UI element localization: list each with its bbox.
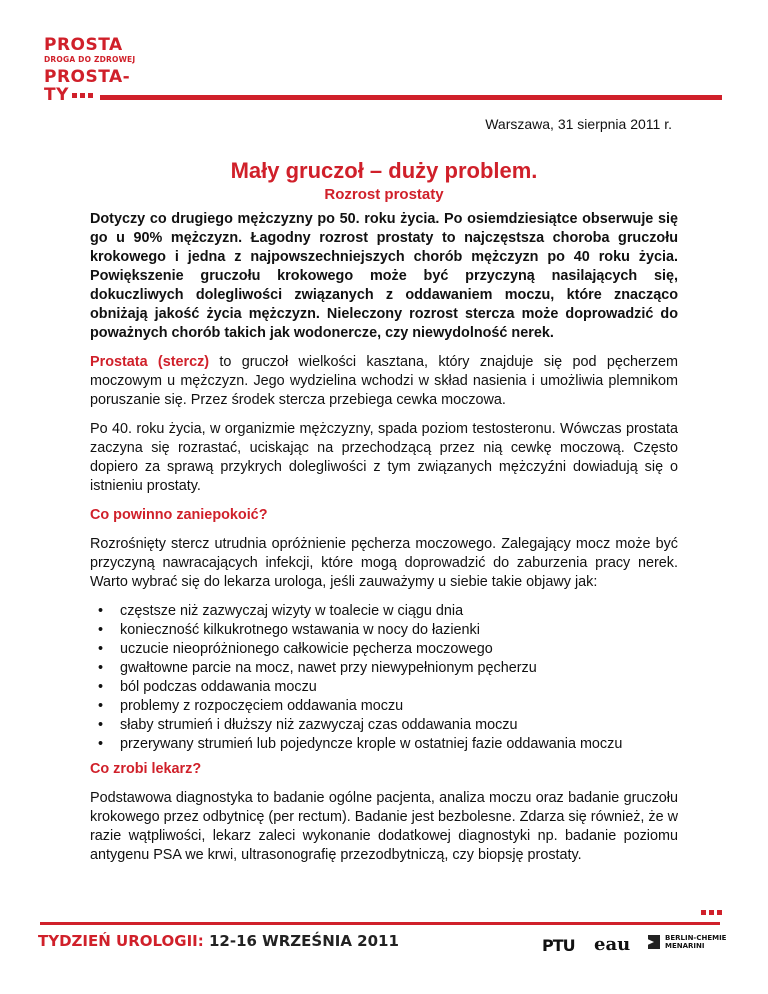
section-heading-doctor: Co zrobi lekarz? (90, 761, 202, 777)
berlin-chemie-line1: BERLIN-CHEMIE (665, 934, 727, 942)
list-item: • problemy z rozpoczęciem oddawania moczu (90, 697, 678, 716)
list-item: • uczucie nieopróżnionego całkowicie pęcherza moczowego (90, 640, 678, 659)
symptoms-list (90, 602, 678, 754)
prostate-definition-paragraph (90, 353, 678, 410)
term-highlight: Prostata (stercz) (90, 354, 210, 370)
article-body (90, 210, 678, 875)
brand-logo (44, 36, 135, 104)
doctor-paragraph: Podstawowa diagnostyka to badanie ogólne pacjenta, analiza moczu oraz badanie gruczołu krokowego przez odbytnicę (per rectum). Badanie jest bezbolesne. Zdarza się również, że w razie wątpliwości, lekarz zaleci wykonanie dodatkowej diagnostyki np. badanie poziomu antygenu PSA we krwi, ultrasonografię przezodbytniczą, czy biopsję prostaty. (90, 790, 678, 863)
header-divider (100, 95, 722, 100)
logo-line-ty: TY (44, 85, 69, 105)
footer-decoration (698, 910, 722, 915)
list-item: • przerywany strumień lub pojedyncze krople w ostatniej fazie oddawania moczu (90, 735, 678, 754)
list-item: • częstsze niż zazwyczaj wizyty w toalecie w ciągu dnia (90, 602, 678, 621)
lead-paragraph: Dotyczy co drugiego mężczyzny po 50. roku życia. Po osiemdziesiątce obserwuje się go u 90% mężczyzn. Łagodny rozrost prostaty to najczęstsza choroba gruczołu krokowego i jedna z najpowszechniejszych chorób mężczyzn po 40 roku życia. Powiększenie gruczołu krokowego może być przyczyną nasilających się, dokuczliwych dolegliwości związanych z oddawaniem moczu, które znacząco obniżają jakość życia mężczyzn. Nieleczony rozrost stercza może doprowadzić do poważnych chorób takich jak wodonercze, czy niewydolność nerek. (90, 211, 678, 341)
definition-text: to gruczoł wielkości kasztana, który znajduje się pod pęcherzem moczowym u mężczyzn. Jego wydzielina wchodzi w skład nasienia i umożliwia plemnikom poruszanie się. Przez środek stercza przebiega cewka moczowa. (90, 354, 679, 408)
logo-line-prosta-hyphen: PROSTA- (44, 67, 131, 87)
document-date: Warszawa, 31 sierpnia 2011 r. (485, 116, 672, 132)
footer-event (38, 932, 399, 950)
logo-square (72, 93, 77, 98)
list-item: • słaby strumień i dłuższy niż zazwyczaj czas oddawania moczu (90, 716, 678, 735)
testosterone-paragraph: Po 40. roku życia, w organizmie mężczyzny, spada poziom testosteronu. Wówczas prostata zaczyna się rozrastać, uciskając na przechodzącą przez nią cewkę moczową. Często dopiero za sprawą przykrych dolegliwości z tym związanych mężczyźni dowiadują się o istnieniu prostaty. (90, 421, 678, 494)
footer-square (709, 910, 714, 915)
logo-square (88, 93, 93, 98)
list-item: • ból podczas oddawania moczu (90, 678, 678, 697)
list-item: • konieczność kilkukrotnego wstawania w nocy do łazienki (90, 621, 678, 640)
berlin-chemie-line2: MENARINI (665, 942, 705, 950)
footer-event-label: TYDZIEŃ UROLOGII: (38, 932, 204, 950)
eau-logo: eau (594, 934, 631, 955)
footer-square (701, 910, 706, 915)
footer-event-dates: 12-16 WRZEŚNIA 2011 (203, 932, 399, 950)
document-title: Mały gruczoł – duży problem. (230, 158, 538, 183)
berlin-chemie-text (665, 934, 726, 950)
ptu-logo: PTU (542, 936, 575, 955)
document-subtitle: Rozrost prostaty (324, 186, 444, 203)
berlin-chemie-logo (648, 934, 726, 950)
section-heading-symptoms: Co powinno zaniepokoić? (90, 507, 268, 523)
logo-tagline: DROGA DO ZDROWEJ (44, 55, 136, 64)
logo-square (80, 93, 85, 98)
list-item: • gwałtowne parcie na mocz, nawet przy niewypełnionym pęcherzu (90, 659, 678, 678)
logo-line-prosta: PROSTA (44, 35, 123, 55)
symptoms-intro: Rozrośnięty stercz utrudnia opróżnienie pęcherza moczowego. Zalegający mocz może być przyczyną nawracających infekcji, które mogą doprowadzić do zaburzenia pracy nerek. Warto wybrać się do lekarza urologa, jeśli zauważymy u siebie takie objawy jak: (90, 536, 678, 590)
berlin-chemie-mark-icon (648, 935, 660, 949)
footer-divider (40, 922, 720, 925)
footer-square (717, 910, 722, 915)
